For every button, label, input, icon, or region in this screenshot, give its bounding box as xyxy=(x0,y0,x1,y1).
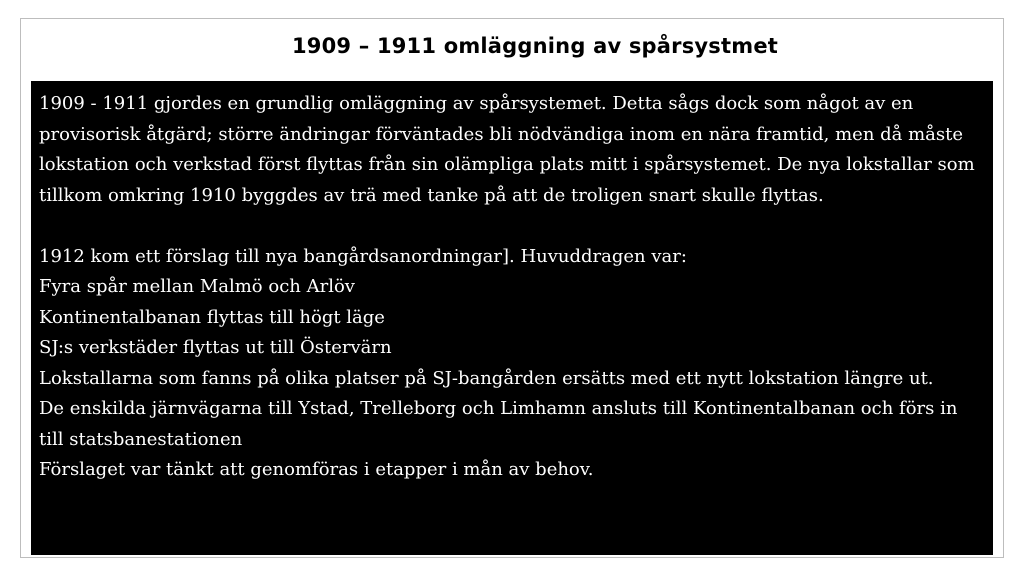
proposal-item: Kontinentalbanan flyttas till högt läge xyxy=(39,306,385,328)
content-text-box xyxy=(31,81,993,555)
proposal-item: De enskilda järnvägarna till Ystad, Trelleborg och Limhamn ansluts till Kontinentalbanan och förs in till statsbanestationen xyxy=(39,398,958,450)
proposal-intro: 1912 kom ett förslag till nya bangårdsanordningar]. Huvuddragen var: xyxy=(39,245,687,267)
proposal-item: Fyra spår mellan Malmö och Arlöv xyxy=(39,276,355,297)
paragraph-spacer xyxy=(39,211,985,242)
paragraph-history: 1909 - 1911 gjordes en grundlig omläggning av spårsystemet. Detta sågs dock som något av en provisorisk åtgärd; större ändringar förväntades bli nödvändiga inom en nära framtid, men då måste lokstation och verkstad först flyttas från sin olämpliga plats mitt i spårsystemet. De nya lokstallar som tillkom omkring 1910 byggdes av trä med tanke på att de troligen snart skulle flyttas. xyxy=(39,93,975,206)
slide-title: 1909 – 1911 omläggning av spårsystmet xyxy=(291,34,779,58)
proposal-item: Förslaget var tänkt att genomföras i etapper i mån av behov. xyxy=(39,459,594,480)
proposal-item: Lokstallarna som fanns på olika platser på SJ-bangården ersätts med ett nytt lokstation längre ut. xyxy=(39,367,934,389)
proposal-item: SJ:s verkstäder flyttas ut till Östervärn xyxy=(39,337,392,358)
